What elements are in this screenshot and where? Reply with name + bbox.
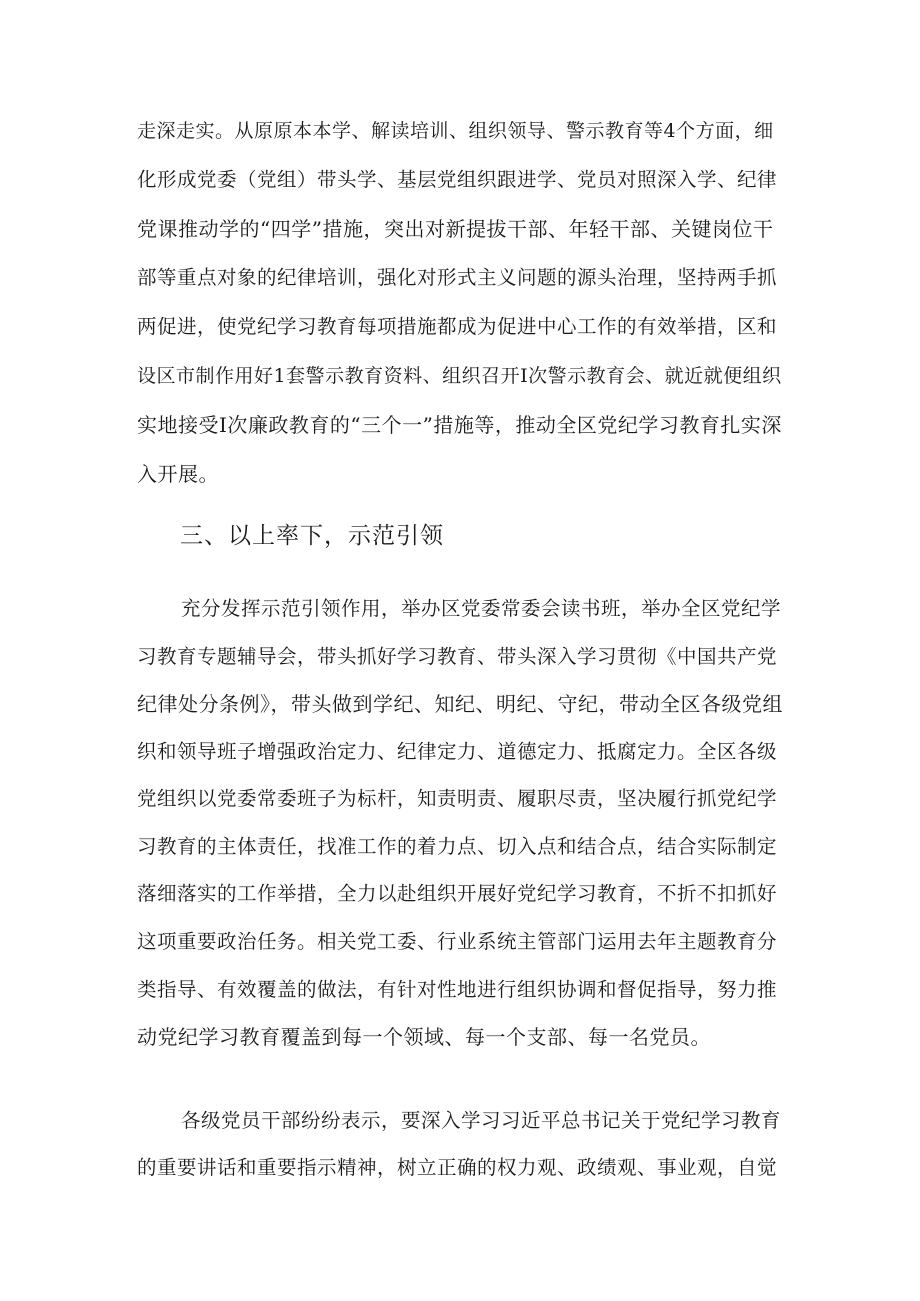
paragraph-2-line: 党组织以党委常委班子为标杆，知责明责、履职尽责，坚决履行抓党纪学 [137, 787, 778, 810]
paragraph-1-line: 入开展。 [137, 462, 219, 486]
section-heading: 三、以上率下，示范引领 [180, 523, 444, 549]
paragraph-2-line: 习教育的主体责任，找准工作的着力点、切入点和结合点，结合实际制定 [137, 835, 778, 858]
paragraph-2-line: 织和领导班子增强政治定力、纪律定力、道德定力、抵腐定力。全区各级 [137, 740, 778, 763]
paragraph-2-line: 习教育专题辅导会，带头抓好学习教育、带头深入学习贯彻《中国共产党 [137, 645, 778, 668]
paragraph-1-line: 走深走实。从原原本本学、解读培训、组织领导、警示教育等4个方面，细 [137, 120, 774, 142]
paragraph-2-line: 落细落实的工作举措，全力以赴组织开展好党纪学习教育，不折不扣抓好 [137, 882, 778, 905]
paragraph-1-line: 设区市制作用好1套警示教育资料、组织召开I次警示教育会、就近就便组织 [137, 365, 782, 387]
paragraph-2-line: 动党纪学习教育覆盖到每一个领域、每一个支部、每一名党员。 [137, 1025, 711, 1049]
paragraph-1-line: 党课推动学的“四学”措施，突出对新提拔干部、年轻干部、关键岗位干 [137, 217, 774, 241]
paragraph-1-line: 化形成党委（党组）带头学、基层党组织跟进学、党员对照深入学、纪律 [137, 168, 778, 191]
paragraph-1-line: 部等重点对象的纪律培训，强化对形式主义问题的源头治理，坚持两手抓 [137, 266, 778, 289]
paragraph-2-line: 类指导、有效覆盖的做法，有针对性地进行组织协调和督促指导，努力推 [137, 978, 778, 1001]
paragraph-1-line: 两促进，使党纪学习教育每项措施都成为促进中心工作的有效举措，区和 [137, 315, 778, 338]
paragraph-3-line: 的重要讲话和重要指示精神，树立正确的权力观、政绩观、事业观，自觉 [137, 1156, 778, 1179]
paragraph-2-line: 纪律处分条例》，带头做到学纪、知纪、明纪、守纪，带动全区各级党组 [137, 692, 783, 716]
paragraph-2-line: 这项重要政治任务。相关党工委、行业系统主管部门运用去年主题教育分 [137, 930, 778, 953]
paragraph-2-line: 充分发挥示范引领作用，举办区党委常委会读书班，举办全区党纪学 [181, 597, 782, 620]
paragraph-1-line: 实地接受I次廉政教育的“三个一”措施等，推动全区党纪学习教育扎实深 [137, 413, 782, 437]
paragraph-3-line: 各级党员干部纷纷表示，要深入学习习近平总书记关于党纪学习教育 [181, 1109, 782, 1132]
